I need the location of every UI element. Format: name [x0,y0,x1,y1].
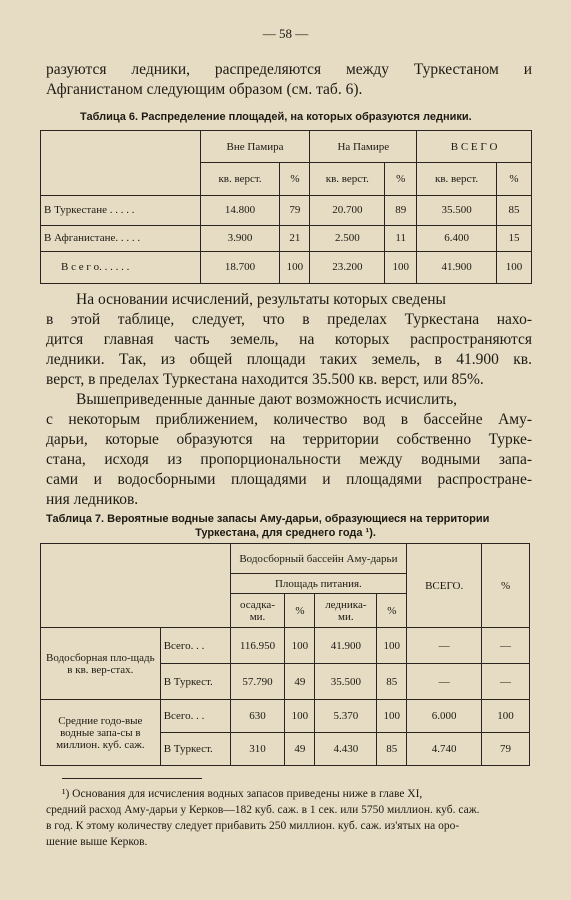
table7-cell: — [482,628,530,664]
table6-sub-header: % [497,163,532,195]
paragraph-line: дится главная часть земель, на которых распространяются [46,331,532,348]
table7-cell: 100 [482,700,530,733]
table7-header-area: Площадь питания. [230,574,407,594]
paragraph-line: На основании исчислений, результаты которых сведены [76,291,446,308]
page-number: — 58 — [262,26,309,41]
table7-cell: 100 [285,700,315,733]
table6-cell: 3.900 [200,225,280,251]
table6-cell: 89 [385,195,417,225]
table7-cell: 35.500 [315,664,377,700]
table7-cell: 85 [377,733,407,766]
paragraph-line: ния ледников. [46,491,139,508]
table6-sub-header: кв. верст. [200,163,280,195]
table6-sub-header: кв. верст. [417,163,497,195]
paragraph-line: с некоторым приближением, количество вод в бассейне Аму- [46,411,532,428]
table7-cell: 4.430 [315,733,377,766]
table6-group-header: В С Е Г О [417,131,532,163]
table7-cell: 49 [285,664,315,700]
table6-row-label: В Афганистане. . . . . [41,225,201,251]
table6-group-header: Вне Памира [200,131,310,163]
table7 [40,543,530,766]
table6-cell: 11 [385,225,417,251]
table6-cell: 100 [280,251,310,283]
table7-group-label: Средние годо-вые водные запа-сы в миллион. куб. саж. [41,700,161,766]
table6-cell: 41.900 [417,251,497,283]
table7-sub-header: осадка-ми. [230,594,285,628]
paragraph-line: в этой таблице, следует, что в пределах Туркестана нахо- [46,311,532,328]
table7-cell: 6.000 [407,700,482,733]
table7-cell: 41.900 [315,628,377,664]
table7-sub-header: ледника-ми. [315,594,377,628]
table7-cell: 100 [377,628,407,664]
table7-cell: 85 [377,664,407,700]
table7-cell: 4.740 [407,733,482,766]
paragraph-line: стана, исходя из пропорциональности между водными запа- [46,451,532,468]
table7-cell: 100 [377,700,407,733]
table6-cell: 85 [497,195,532,225]
table6-cell: 15 [497,225,532,251]
table6-sub-header: % [280,163,310,195]
table7-caption-line1: Таблица 7. Вероятные водные запасы Аму-дарьи, образующиеся на территории [46,513,490,525]
paragraph-line: сами и водосборными площадями и площадями распростране- [46,471,532,488]
table7-header-total: ВСЕГО. [407,544,482,628]
footnote-line: средний расход Аму-дарьи у Керков—182 куб. саж. в 1 сек. или 5750 миллион. куб. саж. [46,804,480,816]
table7-sub-header: % [377,594,407,628]
table7-header-basin: Водосборный бассейн Аму-дарьи [230,544,407,574]
table6-total-label: В с е г о. . . . . . [41,251,201,283]
table7-cell: 116.950 [230,628,285,664]
table7-cell: 79 [482,733,530,766]
paragraph-line: Афганистаном следующим образом (см. таб. 6). [46,81,363,98]
footnote-line: ¹) Основания для исчисления водных запасов приведены ниже в главе XI, [62,788,423,800]
table6-cell: 6.400 [417,225,497,251]
table6-group-header: На Памире [310,131,417,163]
table6-sub-header: % [385,163,417,195]
paragraph-line: ледники. Так, из общей площади таких земель, в 41.900 кв. [46,351,532,368]
table6-cell: 20.700 [310,195,385,225]
table7-cell: — [407,628,482,664]
table7-sub-label: Всего. . . [160,700,230,733]
table7-corner [41,544,231,628]
table6-cell: 2.500 [310,225,385,251]
table6-cell: 18.700 [200,251,280,283]
table7-header-pct: % [482,544,530,628]
table7-group-label: Водосборная пло-щадь в кв. вер-стах. [41,628,161,700]
table7-sub-label: В Туркест. [160,664,230,700]
table6-cell: 35.500 [417,195,497,225]
footnote-line: в год. К этому количеству следует прибавить 250 миллион. куб. саж. из'ятых на оро- [46,820,460,832]
table6-cell: 100 [497,251,532,283]
paragraph-line: верст, в пределах Туркестана находится 35.500 кв. верст, или 85%. [46,371,484,388]
paragraph-line: разуются ледники, распределяются между Туркестаном и [46,61,532,78]
table6 [40,130,532,284]
table6-cell: 23.200 [310,251,385,283]
table6-row-label: В Туркестане . . . . . [41,195,201,225]
table7-cell: — [482,664,530,700]
paragraph-line: дарьи, которые образуются на территории собственно Турке- [46,431,532,448]
table7-caption-line2: Туркестана, для среднего года ¹). [195,527,376,539]
table6-cell: 14.800 [200,195,280,225]
table7-sub-label: В Туркест. [160,733,230,766]
footnote-rule [62,778,202,779]
table7-cell: 630 [230,700,285,733]
table6-corner [41,131,201,196]
table7-sub-header: % [285,594,315,628]
footnote-line: шение выше Керков. [46,836,148,848]
table7-cell: 57.790 [230,664,285,700]
table6-cell: 100 [385,251,417,283]
table7-cell: 49 [285,733,315,766]
table6-cell: 21 [280,225,310,251]
table7-cell: — [407,664,482,700]
paragraph-line: Вышеприведенные данные дают возможность исчислить, [76,391,458,408]
table6-sub-header: кв. верст. [310,163,385,195]
table7-cell: 100 [285,628,315,664]
table6-caption: Таблица 6. Распределение площадей, на которых образуются ледники. [80,111,472,123]
table7-cell: 310 [230,733,285,766]
table6-cell: 79 [280,195,310,225]
table7-sub-label: Всего. . . [160,628,230,664]
table7-cell: 5.370 [315,700,377,733]
